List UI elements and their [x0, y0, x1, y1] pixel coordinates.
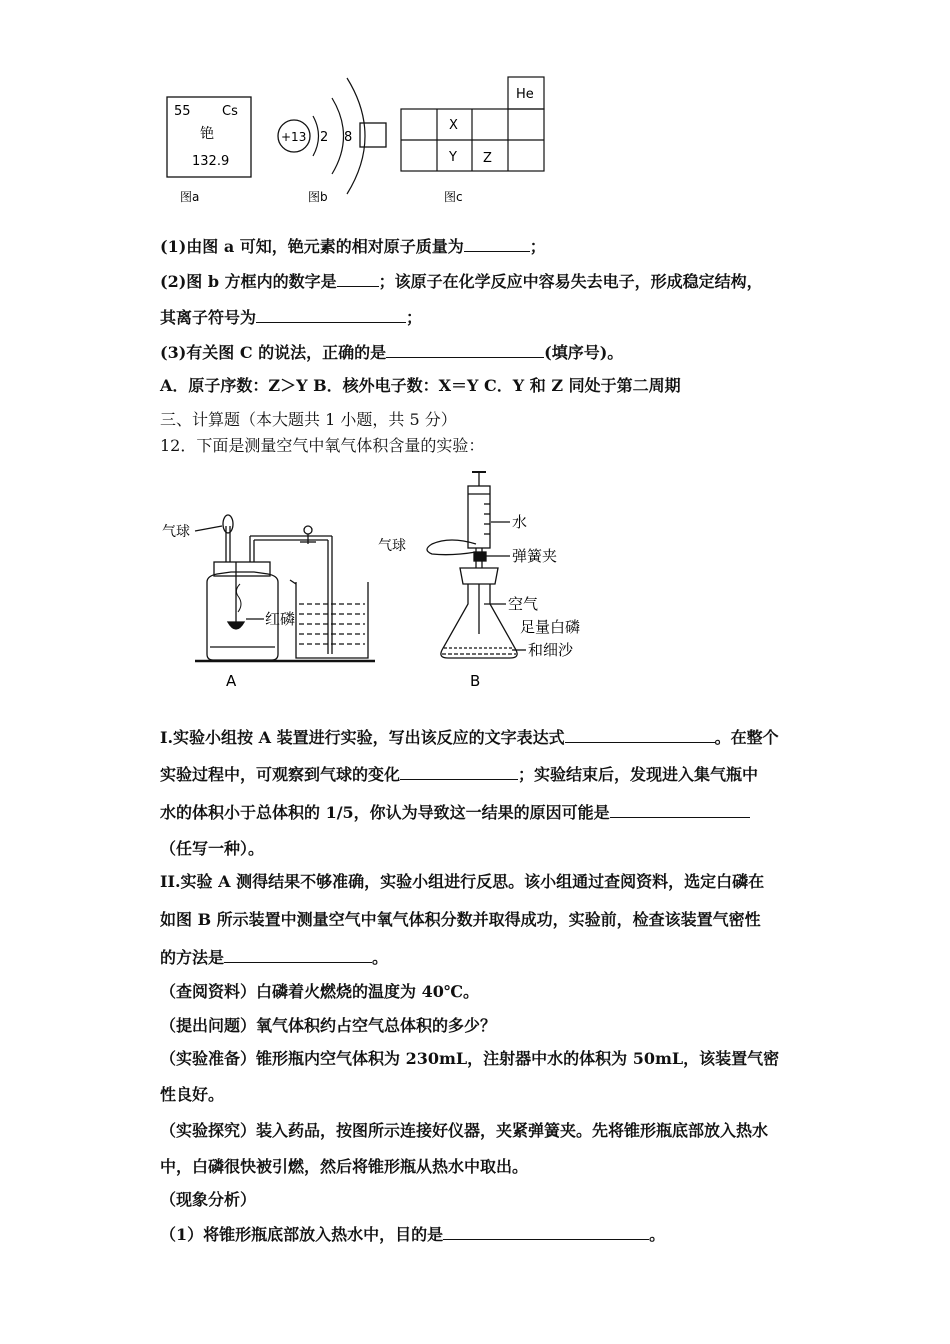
apparatus-figure: [150, 464, 610, 694]
atomic-number: 55: [174, 104, 191, 119]
prep-line2: 性良好。: [160, 1085, 225, 1104]
label-white-phosphorus: 足量白磷: [520, 618, 581, 636]
q11-part2: (2)图 b 方框内的数字是 ；该原子在化学反应中容易失去电子，形成稳定结构，: [160, 272, 763, 291]
element-symbol: Cs: [222, 104, 238, 119]
answer-blank-purpose[interactable]: [443, 1224, 649, 1240]
q11-part1: (1)由图 a 可知，铯元素的相对原子质量为 ；: [160, 237, 546, 256]
label-spring-clip: 弹簧夹: [512, 547, 558, 565]
top-figures: [150, 70, 570, 210]
part2-line1: II.实验 A 测得结果不够准确，实验小组进行反思。该小组通过查阅资料，选定白磷在: [160, 872, 765, 891]
cell-y: Y: [449, 150, 457, 165]
info-line: （查阅资料）白磷着火燃烧的温度为 40℃。: [160, 982, 480, 1001]
answer-blank-reason[interactable]: [610, 802, 750, 818]
part2-line3: 的方法是 。: [160, 948, 389, 967]
explore-line2: 中，白磷很快被引燃，然后将锥形瓶从热水中取出。: [160, 1157, 529, 1176]
part1-line1: I.实验小组按 A 装置进行实验，写出该反应的文字表达式 。在整个: [160, 728, 779, 747]
answer-blank-box-number[interactable]: [337, 271, 379, 287]
nucleus-charge: +13: [281, 130, 307, 144]
answer-blank-ion-symbol[interactable]: [256, 307, 406, 323]
atomic-mass: 132.9: [192, 154, 230, 169]
periodic-table-fragment: [401, 77, 544, 171]
analysis-heading: （现象分析）: [160, 1190, 257, 1209]
part1-line3: 水的体积小于总体积的 1/5，你认为导致这一结果的原因可能是: [160, 802, 750, 823]
q12-stem: 12．下面是测量空气中氧气体积含量的实验：: [160, 436, 485, 455]
label-sand: 和细沙: [528, 641, 574, 659]
answer-blank-airtight-method[interactable]: [224, 947, 372, 963]
caption-fig-a: 图a: [180, 190, 200, 204]
question-line: （提出问题）氧气体积约占空气总体积的多少？: [160, 1016, 497, 1035]
apparatus-b: [427, 472, 526, 658]
caption-fig-b: 图b: [308, 190, 328, 204]
cell-x: X: [449, 118, 458, 133]
caption-fig-c: 图c: [444, 190, 463, 204]
explore-line1: （实验探究）装入药品，按图所示连接好仪器，夹紧弹簧夹。先将锥形瓶底部放入热水: [160, 1121, 769, 1140]
label-balloon-a: 气球: [162, 524, 190, 540]
caption-apparatus-a: A: [226, 672, 237, 690]
he-symbol: He: [516, 87, 534, 102]
part2-line2: 如图 B 所示装置中测量空气中氧气体积分数并取得成功，实验前，检查该装置气密性: [160, 910, 761, 929]
label-red-phosphorus: 红磷: [265, 610, 296, 628]
answer-blank-balloon-change[interactable]: [400, 764, 518, 780]
shell-1-electrons: 2: [320, 130, 329, 145]
apparatus-a: [195, 515, 375, 661]
element-card-cesium: [167, 97, 251, 177]
caption-apparatus-b: B: [470, 672, 481, 690]
atom-structure-diagram: [278, 78, 386, 194]
label-balloon-b: 气球: [378, 538, 406, 554]
answer-blank-mass[interactable]: [464, 236, 530, 252]
prep-line1: （实验准备）锥形瓶内空气体积为 230mL，注射器中水的体积为 50mL，该装置气密: [160, 1049, 780, 1068]
q11-part3: (3)有关图 C 的说法，正确的是 (填序号)。: [160, 343, 624, 362]
answer-blank-word-equation[interactable]: [565, 727, 715, 743]
shell-2-electrons: 8: [344, 130, 353, 145]
part1-line2: 实验过程中，可观察到气球的变化 ；实验结束后，发现进入集气瓶中: [160, 765, 759, 784]
cell-z: Z: [483, 151, 492, 166]
label-air: 空气: [508, 595, 539, 613]
section-3-heading: 三、计算题（本大题共 1 小题，共 5 分）: [160, 410, 457, 429]
element-name: 铯: [200, 126, 214, 142]
analysis-q1: （1）将锥形瓶底部放入热水中，目的是 。: [160, 1225, 666, 1244]
q11-part2-line2: 其离子符号为 ；: [160, 308, 423, 327]
answer-blank-option[interactable]: [386, 342, 544, 358]
q11-options: A．原子序数：Z＞Y B．核外电子数：X＝Y C．Y 和 Z 同处于第二周期: [160, 376, 681, 395]
label-water: 水: [512, 513, 528, 531]
part1-line4: （任写一种）。: [160, 839, 265, 858]
